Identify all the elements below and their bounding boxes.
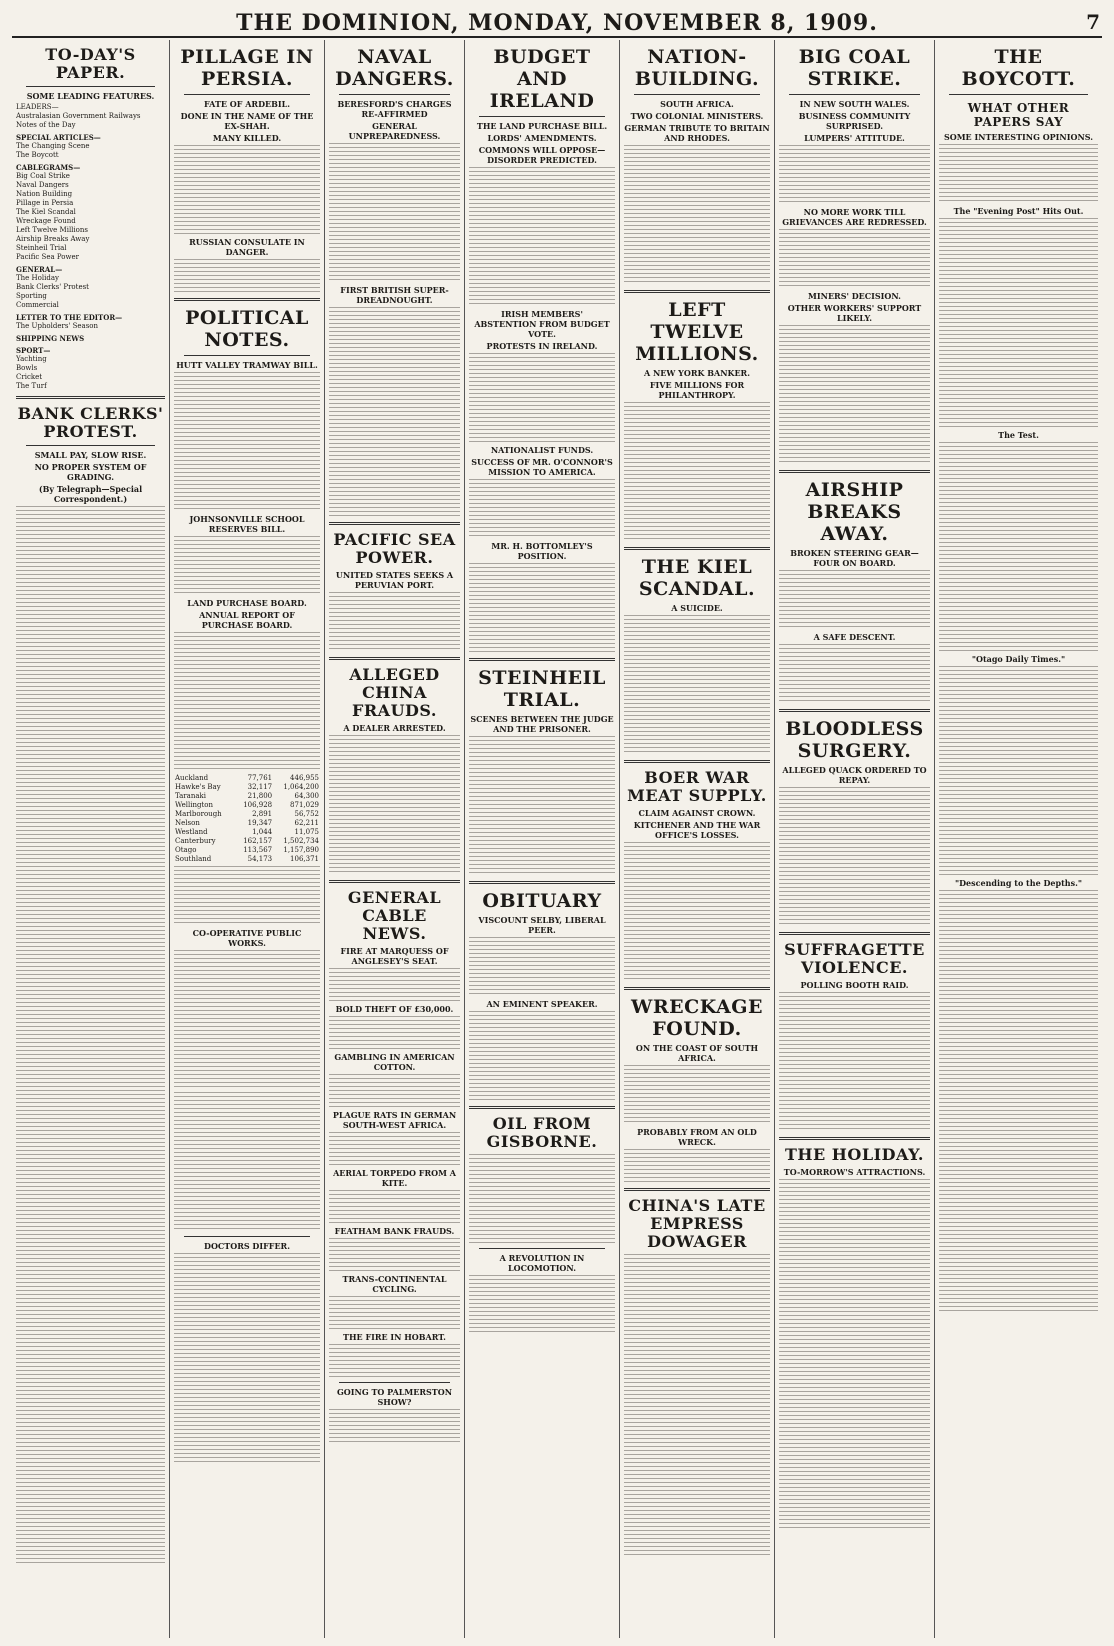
article-body [469, 353, 615, 443]
article-body [469, 1154, 615, 1244]
political-sub-1: HUTT VALLEY TRAMWAY BILL. [176, 360, 318, 370]
left-twelve-millions-heading: LEFT TWELVE MILLIONS. [635, 299, 759, 365]
index-item: SPORT— [16, 346, 51, 355]
index-item: Cricket [16, 373, 43, 381]
article-body [939, 218, 1098, 428]
index-item: Notes of the Day [16, 121, 76, 129]
budget-sub-4: IRISH MEMBERS' ABSTENTION FROM BUDGET VOTE. [474, 309, 610, 339]
millions-sub-2: FIVE MILLIONS FOR PHILANTHROPY. [649, 380, 745, 400]
table-cell: 1,157,890 [283, 846, 319, 854]
boycott-sub-1: SOME INTERESTING OPINIONS. [943, 132, 1094, 142]
table-cell: 62,211 [294, 819, 319, 827]
article-body [329, 1074, 460, 1108]
wreckage-sub-1: ON THE COAST OF SOUTH AFRICA. [635, 1043, 759, 1063]
table-cell: 1,502,734 [283, 837, 319, 845]
naval-dangers-heading: NAVAL DANGERS. [335, 46, 454, 90]
page-number: 7 [1086, 10, 1100, 34]
bank-clerks-sub2: NO PROPER SYSTEM OF GRADING. [34, 462, 147, 482]
masthead [12, 8, 1102, 38]
budget-sub-6: NATIONALIST FUNDS. [490, 445, 594, 455]
pillage-sub-3: MANY KILLED. [212, 133, 282, 143]
cable-sub-1: FIRE AT MARQUESS OF ANGLESEY'S SEAT. [340, 946, 449, 966]
article-body [329, 1344, 460, 1378]
other-papers-heading: WHAT OTHER PAPERS SAY [967, 101, 1070, 129]
index-item: CABLEGRAMS— [16, 163, 81, 172]
article-body [624, 1254, 770, 1344]
masthead-title: THE DOMINION, MONDAY, NOVEMBER 8, 1909. [236, 10, 878, 36]
article-body [624, 145, 770, 285]
article-body [779, 145, 930, 205]
table-cell: Nelson [175, 819, 200, 827]
budget-sub-2: LORDS' AMENDMENTS. [487, 133, 597, 143]
article-body [16, 718, 165, 928]
index-item: Commercial [16, 301, 59, 309]
article-body [329, 1296, 460, 1330]
table-cell: 21,800 [247, 792, 273, 800]
table-row [174, 810, 320, 819]
article-body [939, 666, 1098, 876]
article-body [469, 563, 615, 653]
boer-sub-2: KITCHENER AND THE WAR OFFICE'S LOSSES. [633, 820, 761, 840]
obituary-sub-1: VISCOUNT SELBY, LIBERAL PEER. [478, 915, 606, 935]
article-body [779, 1179, 930, 1389]
column-4 [465, 40, 620, 1638]
boer-war-meat-heading: BOER WAR MEAT SUPPLY. [627, 768, 767, 805]
wreckage-found-heading: WRECKAGE FOUND. [631, 996, 763, 1040]
index-item: The Holiday [16, 274, 59, 282]
article-body [329, 307, 460, 517]
index-item: Pacific Sea Power [16, 253, 79, 261]
index-item: The Turf [16, 382, 47, 390]
budget-sub-3: COMMONS WILL OPPOSE—DISORDER PREDICTED. [478, 145, 606, 165]
table-cell: 162,157 [243, 837, 273, 845]
article-body [329, 1238, 460, 1272]
article-body [939, 442, 1098, 652]
column-3 [325, 40, 465, 1638]
index-item: GENERAL— [16, 265, 63, 274]
article-body [174, 1092, 320, 1232]
index-item: SPECIAL ARTICLES— [16, 133, 101, 142]
article-body [16, 1354, 165, 1564]
suffragette-sub: POLLING BOOTH RAID. [800, 980, 909, 990]
coal-sub-5: MINERS' DECISION. [808, 291, 901, 301]
bank-clerks-sub: SMALL PAY, SLOW RISE. [34, 450, 147, 460]
boycott-sub-5: "Descending to the Depths." [954, 878, 1083, 888]
budget-sub-8: MR. H. BOTTOMLEY'S POSITION. [491, 541, 593, 561]
leading-features-sub: SOME LEADING FEATURES. [26, 91, 155, 101]
article-body [939, 144, 1098, 204]
steinheil-trial-heading: STEINHEIL TRIAL. [478, 667, 606, 711]
table-cell: 1,044 [252, 828, 273, 836]
nation-building-heading: NATION-BUILDING. [634, 46, 760, 90]
index-item: Pillage in Persia [16, 199, 74, 207]
table-cell: 54,173 [247, 855, 273, 863]
article-body [624, 1149, 770, 1183]
nation-sub-1: SOUTH AFRICA. [660, 99, 734, 109]
cable-sub-2: BOLD THEFT OF £30,000. [335, 1004, 454, 1014]
pacific-sub: UNITED STATES SEEKS A PERUVIAN PORT. [335, 570, 454, 590]
index-item: Big Coal Strike [16, 172, 70, 180]
obituary-heading: OBITUARY [482, 890, 602, 912]
column-2 [170, 40, 325, 1638]
article-body [16, 506, 165, 716]
political-sub-2: JOHNSONVILLE SCHOOL RESERVES BILL. [189, 514, 305, 534]
table-cell: 871,029 [290, 801, 319, 809]
article-body [779, 644, 930, 704]
land-board-table [174, 774, 320, 864]
table-row [174, 792, 320, 801]
article-body [469, 1011, 615, 1101]
doctors-differ-sub: DOCTORS DIFFER. [204, 1241, 290, 1251]
budget-ireland-heading: BUDGET AND IRELAND [489, 46, 595, 112]
article-body [779, 787, 930, 927]
pillage-sub-2: DONE IN THE NAME OF THE EX-SHAH. [180, 111, 314, 131]
article-body [469, 1275, 615, 1335]
index-item: LETTER TO THE EDITOR— [16, 313, 123, 322]
naval-sub-1: BERESFORD'S CHARGES RE-AFFIRMED [337, 99, 452, 119]
big-coal-strike-heading: BIG COAL STRIKE. [798, 46, 911, 90]
advertisements [779, 1391, 930, 1531]
index-item: Wreckage Found [16, 217, 76, 225]
holiday-heading: THE HOLIDAY. [785, 1145, 924, 1164]
budget-sub-1: THE LAND PURCHASE BILL. [476, 121, 608, 131]
pillage-persia-heading: PILLAGE IN PERSIA. [180, 46, 314, 90]
kiel-scandal-heading: THE KIEL SCANDAL. [638, 556, 756, 600]
palmerston-show-sub: GOING TO PALMERSTON SHOW? [336, 1387, 453, 1407]
article-body [469, 937, 615, 997]
article-body [174, 259, 320, 293]
column-7 [935, 40, 1102, 1638]
advertisements [624, 1346, 770, 1556]
article-body [779, 325, 930, 465]
index-item: Sporting [16, 292, 47, 300]
article-body [624, 1065, 770, 1125]
article-body [469, 167, 615, 307]
article-body [174, 1253, 320, 1463]
article-body [329, 143, 460, 283]
surgery-sub: ALLEGED QUACK ORDERED TO REPAY. [782, 765, 927, 785]
table-cell: 56,752 [294, 810, 319, 818]
table-row [174, 846, 320, 855]
article-body [329, 1016, 460, 1050]
table-cell: 19,347 [247, 819, 273, 827]
coal-sub-6: OTHER WORKERS' SUPPORT LIKELY. [787, 303, 922, 323]
table-cell: 2,891 [252, 810, 273, 818]
airship-sub-2: A SAFE DESCENT. [813, 632, 896, 642]
contents-index [16, 103, 165, 391]
table-row [174, 783, 320, 792]
table-cell: Auckland [175, 774, 209, 782]
boycott-heading: THE BOYCOTT. [961, 46, 1076, 90]
article-body [624, 615, 770, 755]
article-body [174, 866, 320, 926]
columns [12, 40, 1102, 1638]
index-item: Steinheil Trial [16, 244, 67, 252]
boycott-sub-3: The Test. [998, 430, 1039, 440]
index-item: The Boycott [16, 151, 59, 159]
cable-sub-6: FEATHAM BANK FRAUDS. [334, 1226, 455, 1236]
article-body [329, 968, 460, 1002]
article-body [779, 992, 930, 1132]
millions-sub-1: A NEW YORK BANKER. [643, 368, 750, 378]
table-cell: Otago [175, 846, 197, 854]
column-6 [775, 40, 935, 1638]
naval-sub-3: FIRST BRITISH SUPER-DREADNOUGHT. [340, 285, 449, 305]
budget-sub-7: SUCCESS OF MR. O'CONNOR'S MISSION TO AMERICA. [471, 457, 613, 477]
budget-sub-5: PROTESTS IN IRELAND. [486, 341, 598, 351]
column-1 [12, 40, 170, 1638]
steinheil-sub: SCENES BETWEEN THE JUDGE AND THE PRISONER. [470, 714, 614, 734]
article-body [174, 372, 320, 512]
index-item: Left Twelve Millions [16, 226, 88, 234]
article-body [174, 632, 320, 772]
boycott-sub-4: "Otago Daily Times." [971, 654, 1066, 664]
article-body [329, 1190, 460, 1224]
table-cell: Southland [175, 855, 212, 863]
coal-sub-2: BUSINESS COMMUNITY SURPRISED. [798, 111, 911, 131]
article-body [174, 950, 320, 1090]
article-body [624, 842, 770, 982]
co-op-works-sub: CO-OPERATIVE PUBLIC WORKS. [192, 928, 302, 948]
article-body [469, 736, 615, 876]
nation-sub-3: GERMAN TRIBUTE TO BRITAIN AND RHODES. [624, 123, 770, 143]
article-body [779, 570, 930, 630]
article-body [329, 1132, 460, 1166]
cable-sub-4: PLAGUE RATS IN GERMAN SOUTH-WEST AFRICA. [332, 1110, 457, 1130]
index-item: Naval Dangers [16, 181, 69, 189]
index-item: Airship Breaks Away [16, 235, 90, 243]
china-frauds-heading: ALLEGED CHINA FRAUDS. [349, 665, 440, 720]
boycott-sub-2: The "Evening Post" Hits Out. [953, 206, 1084, 216]
article-body [174, 536, 320, 596]
article-body [329, 735, 460, 875]
general-cable-heading: GENERAL CABLE NEWS. [347, 888, 442, 943]
bank-clerks-heading: BANK CLERKS' PROTEST. [17, 404, 164, 441]
table-cell: Taranaki [175, 792, 206, 800]
cable-sub-7: TRANS-CONTINENTAL CYCLING. [342, 1274, 447, 1294]
article-body [939, 890, 1098, 1100]
table-cell: 77,761 [247, 774, 273, 782]
table-cell: 106,928 [243, 801, 273, 809]
index-item: The Kiel Scandal [16, 208, 76, 216]
index-item: Yachting [16, 355, 47, 363]
kiel-sub: A SUICIDE. [671, 603, 723, 613]
todays-paper-heading: TO-DAY'S PAPER. [45, 45, 136, 82]
table-row [174, 837, 320, 846]
airship-sub-1: BROKEN STEERING GEAR—FOUR ON BOARD. [790, 548, 919, 568]
column-5 [620, 40, 775, 1638]
article-body [174, 145, 320, 235]
political-sub-3: LAND PURCHASE BOARD. [187, 598, 307, 608]
table-row [174, 801, 320, 810]
boer-sub-1: CLAIM AGAINST CROWN. [638, 808, 756, 818]
coal-sub-4: NO MORE WORK TILL GRIEVANCES ARE REDRESSED. [782, 207, 927, 227]
table-cell: Marlborough [175, 810, 222, 818]
pacific-sea-power-heading: PACIFIC SEA POWER. [333, 530, 456, 567]
table-row [174, 819, 320, 828]
index-item: Nation Building [16, 190, 73, 198]
index-item: LEADERS— [16, 103, 59, 111]
article-body [939, 1102, 1098, 1312]
political-sub-4: ANNUAL REPORT OF PURCHASE BOARD. [199, 610, 295, 630]
pillage-sub-1: FATE OF ARDEBIL. [203, 99, 291, 109]
table-cell: 113,567 [243, 846, 273, 854]
cable-sub-3: GAMBLING IN AMERICAN COTTON. [334, 1052, 455, 1072]
cable-sub-5: AERIAL TORPEDO FROM A KITE. [333, 1168, 456, 1188]
article-body [469, 479, 615, 539]
empress-dowager-heading: CHINA'S LATE EMPRESS DOWAGER [628, 1196, 766, 1251]
table-cell: Wellington [175, 801, 214, 809]
coal-sub-1: IN NEW SOUTH WALES. [799, 99, 910, 109]
index-item: Bank Clerks' Protest [16, 283, 89, 291]
table-row [174, 828, 320, 837]
cable-sub-8: THE FIRE IN HOBART. [343, 1332, 446, 1342]
table-cell: Canterbury [175, 837, 216, 845]
table-cell: 106,371 [290, 855, 319, 863]
index-item: SHIPPING NEWS [16, 334, 85, 343]
oil-gisborne-heading: OIL FROM GISBORNE. [486, 1114, 598, 1151]
table-row [174, 855, 320, 864]
political-notes-heading: POLITICAL NOTES. [185, 307, 309, 351]
wreckage-sub-2: PROBABLY FROM AN OLD WRECK. [637, 1127, 757, 1147]
suffragette-heading: SUFFRAGETTE VIOLENCE. [784, 940, 925, 977]
obituary-sub-2: AN EMINENT SPEAKER. [486, 999, 598, 1009]
index-item: Australasian Government Railways [16, 112, 141, 120]
table-cell: 1,064,200 [283, 783, 319, 791]
locomotion-sub: A REVOLUTION IN LOCOMOTION. [499, 1253, 585, 1273]
airship-heading: AIRSHIP BREAKS AWAY. [805, 479, 904, 545]
nation-sub-2: TWO COLONIAL MINISTERS. [630, 111, 764, 121]
bloodless-surgery-heading: BLOODLESS SURGERY. [785, 718, 924, 762]
holiday-sub: TO-MORROW'S ATTRACTIONS. [783, 1167, 926, 1177]
article-body [779, 229, 930, 289]
index-item: The Upholders' Season [16, 322, 99, 330]
table-cell: Westland [175, 828, 208, 836]
coal-sub-3: LUMPERS' ATTITUDE. [804, 133, 905, 143]
table-cell: 11,075 [294, 828, 319, 836]
china-sub: A DEALER ARRESTED. [343, 723, 446, 733]
naval-sub-2: GENERAL UNPREPAREDNESS. [348, 121, 441, 141]
article-body [329, 592, 460, 652]
pillage-sub-4: RUSSIAN CONSULATE IN DANGER. [189, 237, 305, 257]
article-body [624, 402, 770, 542]
table-row [174, 774, 320, 783]
bank-clerks-byline: (By Telegraph—Special Correspondent.) [38, 484, 143, 504]
article-body [16, 930, 165, 1140]
table-cell: 64,300 [294, 792, 319, 800]
table-cell: 446,955 [290, 774, 319, 782]
table-cell: 32,117 [247, 783, 273, 791]
article-body [16, 1142, 165, 1352]
index-item: Bowls [16, 364, 38, 372]
table-cell: Hawke's Bay [175, 783, 221, 791]
article-body [329, 1409, 460, 1443]
index-item: The Changing Scene [16, 142, 90, 150]
